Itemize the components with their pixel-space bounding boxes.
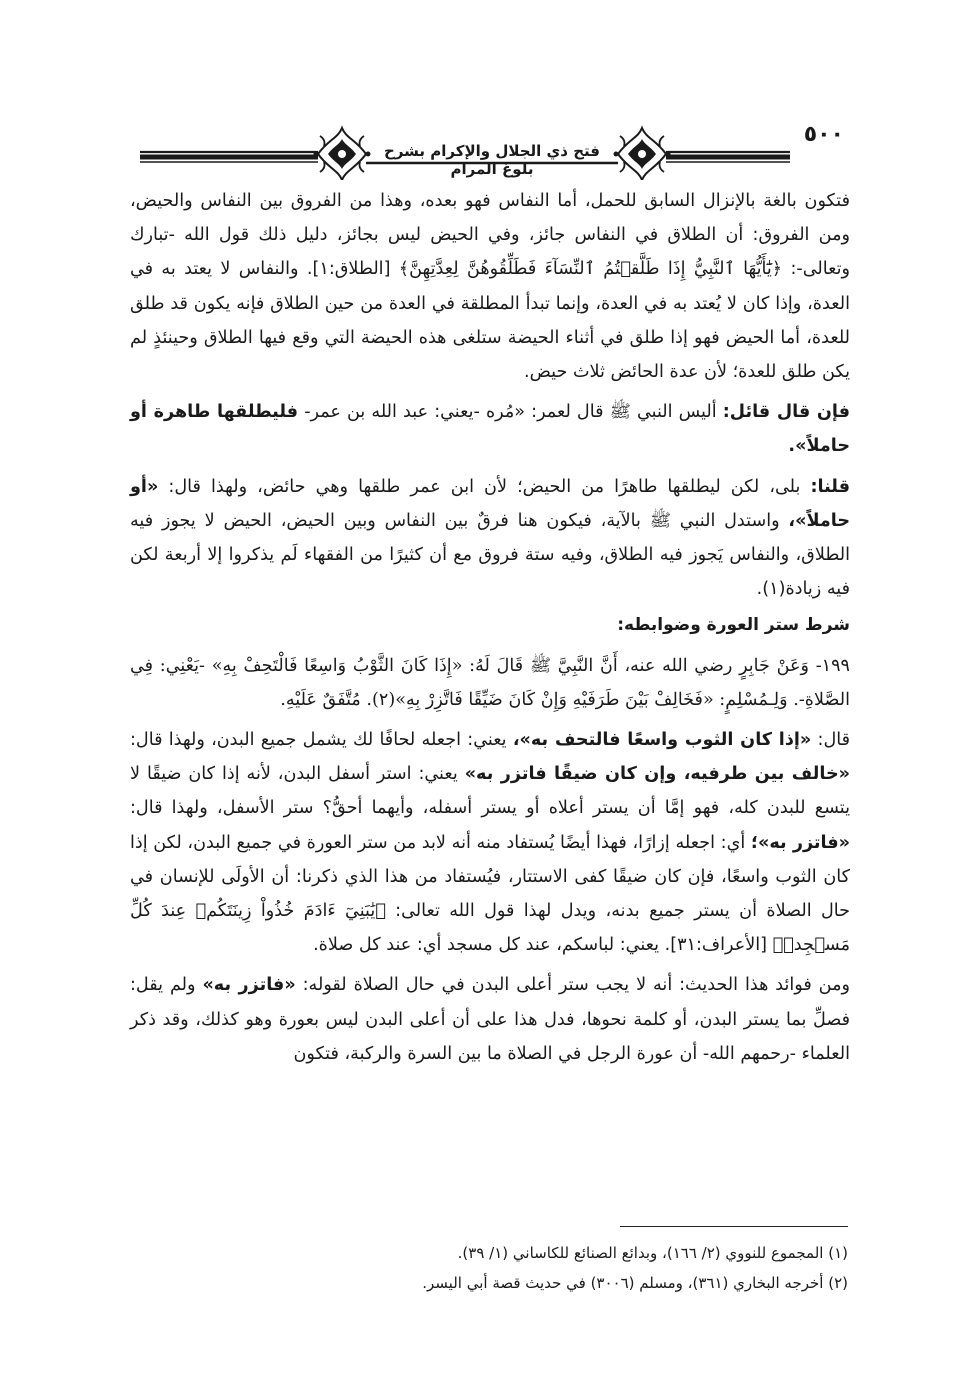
paragraph <box>130 184 850 389</box>
footnote-2: (٢) أخرجه البخاري (٣٦١)، ومسلم (٣٠٠٦) في حديث قصة أبي اليسر. <box>422 1274 848 1292</box>
paragraph-text: فتكون بالغة بالإنزال السابق للحمل، أما النفاس فهو بعده، وهذا من الفروق بين النفاس والحيض، ومن الفروق: أن الطلاق في النفاس جائز، وفي الحيض ليس بجائز، دليل ذلك قول الله -تبارك وتعالى-: ﴿يَٰٓأَيُّهَا ٱلنَّبِيُّ إِذَا طَلَّقۡتُمُ ٱلنِّسَآءَ فَطَلِّقُوهُنَّ لِعِدَّتِهِنَّ﴾ [الطلاق:١]. والنفاس لا يعتد به في العدة، وإذا كان لا يُعتد به في العدة، وإنما تبدأ المطلقة في العدة من حين الطلاق فإنه يكون قد طلق للعدة، أما الحيض فهو إذا طلق في أثناء الحيضة ستلغى هذه الحيضة التي وقع فيها الطلاق وحينئذٍ لم يكن طلق للعدة؛ لأن عدة الحائض ثلاث حيض. <box>130 191 850 383</box>
hadith-quote: «أو حاملاً»، <box>130 476 851 531</box>
footnote-separator <box>620 1226 848 1227</box>
paragraph-text: يعني: استر أسفل البدن، لأنه إذا كان ضيقًا لا يتسع للبدن كله، فهو إمَّا أن يستر أعلاه أو يستر أسفله، وأيهما أحقُّ؟ ستر الأسفل، ولهذا قال: <box>130 764 850 819</box>
objection-lead: فإن قال قائل: <box>722 402 851 423</box>
section-heading: شرط ستر العورة وضوابطه: <box>617 615 850 636</box>
paragraph-text: أليس النبي ﷺ قال لعمر: «مُره -يعني: عبد الله بن عمر- <box>304 402 717 423</box>
paragraph <box>130 470 850 607</box>
paragraph-text: قال: <box>817 730 850 751</box>
paragraph-text: ومن فوائد هذا الحديث: أنه لا يجب ستر أعلى البدن في حال الصلاة لقوله: <box>302 975 850 996</box>
hadith-body: ١٩٩- وَعَنْ جَابِرٍ رضي الله عنه، أَنَّ النَّبِيَّ ﷺ قَالَ لَهُ: «إِذَا كَانَ الثَّوْبُ وَاسِعًا فَالْتَحِفْ بِهِ» -يَعْنِي: فِي الصَّلاةِ-. وَلِـمُسْلِمٍ: «فَخَالِفْ بَيْنَ طَرَفَيْهِ وَإِنْ كَانَ ضَيِّقًا فَاتَّزِرْ بِهِ»(٢). مُتَّفَقٌ عَلَيْهِ. <box>130 655 850 710</box>
paragraph <box>130 968 850 1071</box>
hadith-quote: «فاتزر به» <box>202 975 296 996</box>
floral-ornament-icon <box>614 128 671 180</box>
hadith-quote: «فاتزر به»؛ <box>750 832 850 853</box>
paragraph-text: أي: اجعله إزارًا، فهذا أيضًا يُستفاد منه أنه لابد من ستر العورة في جميع البدن، لكن إذا كان الثوب واسعًا، فإن كان ضيقًا كفى الاستتار، فيُستفاد من هذا الذي ذكرنا: أن الأولَى للإنسان في حال الصلاة أن يستر جميع بدنه، ويدل لهذا قول الله تعالى: ﴿يَٰبَنِيٓ ءَادَمَ خُذُواْ زِينَتَكُمۡ عِندَ كُلِّ مَسۡجِدٖ﴾ [الأعراف:٣١]. يعني: لباسكم، عند كل مسجد أي: عند كل صلاة. <box>130 832 850 956</box>
hadith-quote: «خالف بين طرفيه، وإن كان ضيقًا فاتزر به» <box>464 764 851 785</box>
main-text <box>130 184 850 1071</box>
paragraph <box>130 723 850 962</box>
paragraph <box>130 395 850 463</box>
hadith-text <box>130 649 850 717</box>
answer-lead: قلنا: <box>810 476 851 497</box>
paragraph-text: ولم يقل: فصلِّ بما يستر البدن، أو كلمة نحوها، فدل هذا على أن أعلى البدن ليس بعورة وهو كذلك، وقد ذكر العلماء -رحمهم الله- أن عورة الرجل في الصلاة ما بين السرة والركبة، فتكون <box>130 975 850 1064</box>
floral-ornament-icon <box>314 128 371 180</box>
running-header-title: فتح ذي الجلال والإكرام بشرح بلوغ المرام <box>384 142 600 178</box>
hadith-quote: «إذا كان الثوب واسعًا فالتحف به»، <box>512 730 812 751</box>
page-header <box>130 118 850 180</box>
footnote-1: (١) المجموع للنووي (٢/ ١٦٦)، وبدائع الصنائع للكاساني (١/ ٣٩). <box>457 1244 848 1262</box>
paragraph-text: بلى، لكن ليطلقها طاهرًا من الحيض؛ لأن ابن عمر طلقها وهي حائض، ولهذا قال: <box>168 476 801 497</box>
page-number: ٥٠٠ <box>803 122 844 147</box>
paragraph-text: يعني: اجعله لحافًا لك يشمل جميع البدن، ولهذا قال: <box>130 730 507 751</box>
paragraph-text: واستدل النبي ﷺ بالآية، فيكون هنا فرقٌ بين النفاس وبين الحيض، الحيض لا يجوز فيه الطلاق، والنفاس يَجوز فيه الطلاق، وفيه ستة فروق مع أن كثيرًا من الفقهاء لَم يذكروا إلا أربعة لكن فيه زيادة(١). <box>130 510 850 600</box>
footnotes <box>130 1238 848 1298</box>
hadith-quote: فليطلقها طاهرة أو حاملاً». <box>130 402 850 457</box>
